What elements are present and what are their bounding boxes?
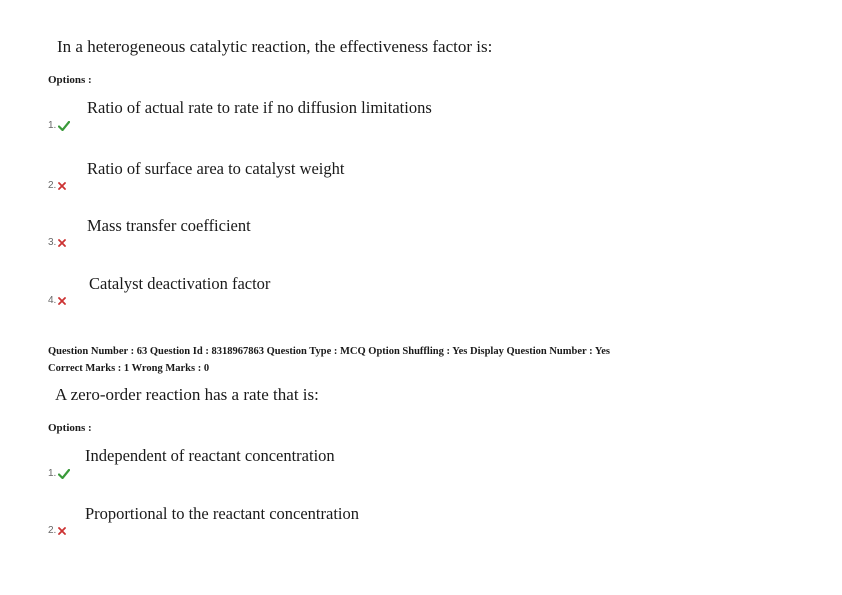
cross-icon [58,297,66,305]
question-63-meta: Question Number : 63 Question Id : 8318967863 Question Type : MCQ Option Shuffling : Yes Display Question Number : Yes [48,346,611,357]
q63-option-2-number: 2. [48,525,66,536]
question-63-options-label: Options : [48,422,92,434]
question-63-text: A zero-order reaction has a rate that is: [55,385,319,404]
q63-option-1-text: Independent of reactant concentration [85,446,335,465]
q62-option-3-number: 3. [48,237,66,248]
cross-icon [58,527,66,535]
q62-option-2-number: 2. [48,180,66,191]
question-62-options-label: Options : [48,74,92,86]
q62-option-4-number: 4. [48,295,66,306]
q63-option-2-text: Proportional to the reactant concentration [85,504,359,523]
q62-option-1-text: Ratio of actual rate to rate if no diffusion limitations [87,98,432,117]
q62-option-1-number: 1. [48,120,70,131]
cross-icon [58,239,66,247]
question-62-text: In a heterogeneous catalytic reaction, the effectiveness factor is: [57,37,493,56]
cross-icon [58,182,66,190]
q63-option-1-number: 1. [48,468,70,479]
question-63-marks: Correct Marks : 1 Wrong Marks : 0 [48,363,210,374]
q62-option-2-text: Ratio of surface area to catalyst weight [87,159,345,178]
q62-option-4-text: Catalyst deactivation factor [89,274,271,293]
check-icon [58,121,70,131]
check-icon [58,469,70,479]
q62-option-3-text: Mass transfer coefficient [87,216,251,235]
